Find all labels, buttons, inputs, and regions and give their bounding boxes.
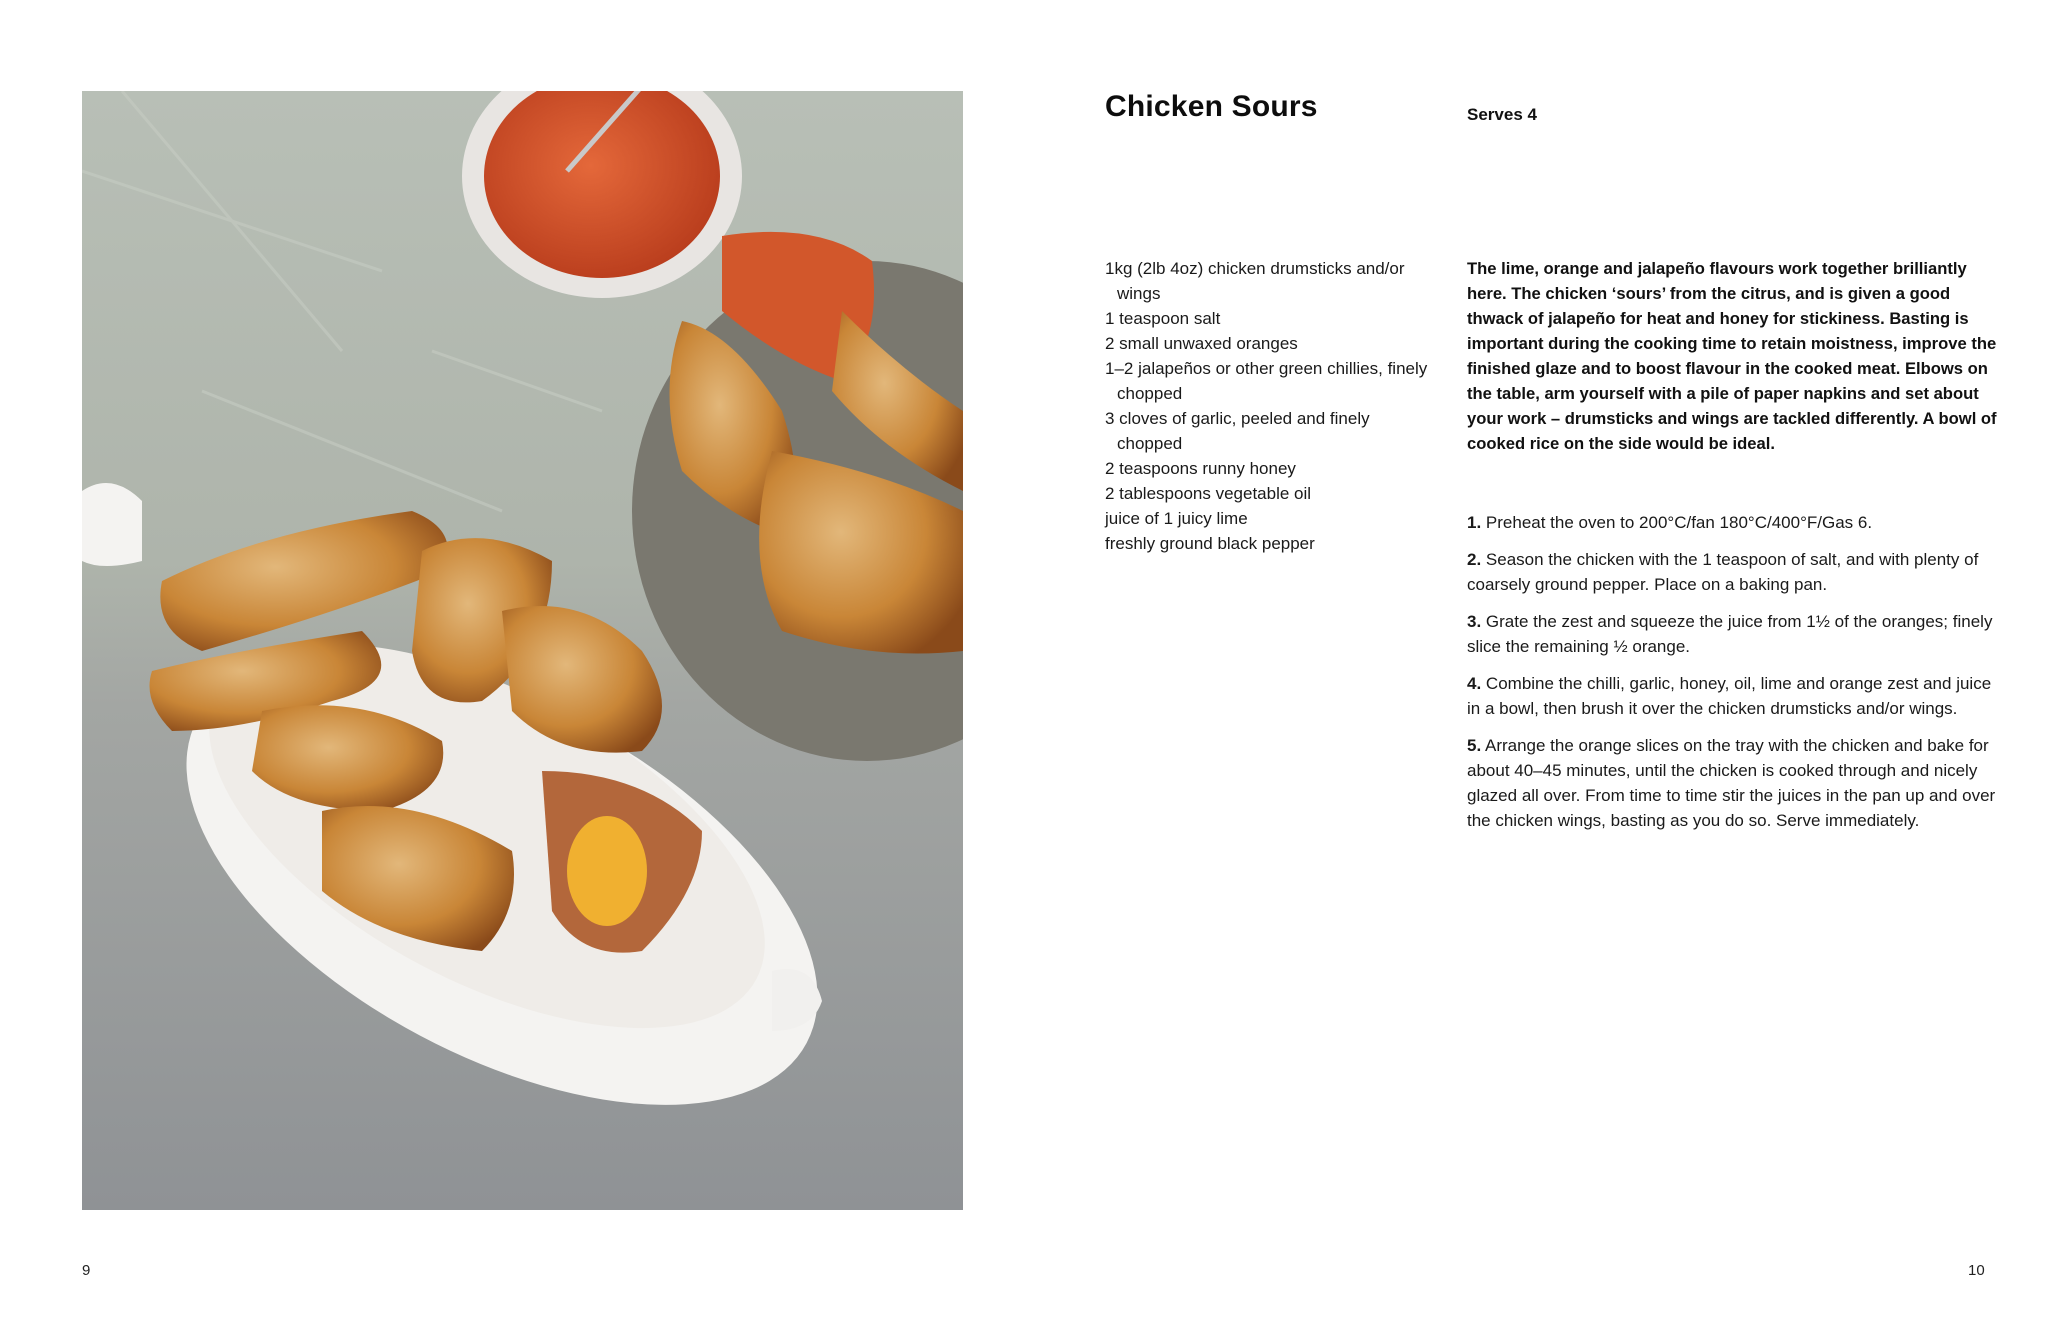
ingredient-item: 1kg (2lb 4oz) chicken drumsticks and/or wings bbox=[1105, 259, 1405, 303]
ingredient-item: 1–2 jalapeños or other green chillies, finely chopped bbox=[1105, 359, 1428, 403]
step-text: Arrange the orange slices on the tray with the chicken and bake for about 40–45 minutes, until the chicken is cooked through and nicely glazed all over. From time to time stir the juices in the pan up and over the chicken wings, basting as you do so. Serve immediately. bbox=[1467, 736, 1996, 830]
step-number: 3. bbox=[1467, 612, 1482, 631]
recipe-intro: The lime, orange and jalapeño flavours work together brilliantly here. The chicken ‘sours’ from the citrus, and is given a good thwack of jalapeño for heat and honey for stickiness. Basting is important during the cooking time to retain moistness, improve the finished glaze and to boost flavour in the cooked meat. Elbows on the table, arm yourself with a pile of paper napkins and set about your work – drumsticks and wings are tackled differently. A bowl of cooked rice on the side would be ideal. bbox=[1467, 259, 1997, 453]
method-step bbox=[1467, 547, 2002, 597]
step-number: 2. bbox=[1467, 550, 1482, 569]
ingredient-item: freshly ground black pepper bbox=[1105, 534, 1315, 553]
ingredient-item: 2 teaspoons runny honey bbox=[1105, 459, 1296, 478]
step-text: Preheat the oven to 200°C/fan 180°C/400°F/Gas 6. bbox=[1485, 513, 1873, 532]
page-number-right: 10 bbox=[1968, 1262, 1985, 1279]
serves-count: Serves 4 bbox=[1467, 105, 1537, 124]
step-number: 4. bbox=[1467, 674, 1482, 693]
step-text: Grate the zest and squeeze the juice from 1½ of the oranges; finely slice the remaining ½ orange. bbox=[1467, 612, 1993, 656]
step-text: Season the chicken with the 1 teaspoon of salt, and with plenty of coarsely ground pepper. Place on a baking pan. bbox=[1467, 550, 1979, 594]
method-steps bbox=[1467, 510, 2002, 845]
ingredient-item: 2 small unwaxed oranges bbox=[1105, 334, 1298, 353]
method-step bbox=[1467, 671, 2002, 721]
step-number: 1. bbox=[1467, 513, 1482, 532]
step-text: Combine the chilli, garlic, honey, oil, lime and orange zest and juice in a bowl, then brush it over the chicken drumsticks and/or wings. bbox=[1467, 674, 1992, 718]
ingredients-list bbox=[1105, 256, 1435, 556]
ingredient-item: 2 tablespoons vegetable oil bbox=[1105, 484, 1312, 503]
ingredient-item: 1 teaspoon salt bbox=[1105, 309, 1221, 328]
ingredient-item: 3 cloves of garlic, peeled and finely chopped bbox=[1105, 409, 1370, 453]
page-number-left: 9 bbox=[82, 1262, 91, 1279]
recipe-photo bbox=[82, 91, 963, 1210]
method-step bbox=[1467, 609, 2002, 659]
method-step bbox=[1467, 510, 2002, 535]
ingredient-item: juice of 1 juicy lime bbox=[1105, 509, 1248, 528]
recipe-title: Chicken Sours bbox=[1105, 90, 1318, 123]
chicken-wings-photo-illustration bbox=[82, 91, 963, 1210]
step-number: 5. bbox=[1467, 736, 1482, 755]
method-step bbox=[1467, 733, 2002, 833]
